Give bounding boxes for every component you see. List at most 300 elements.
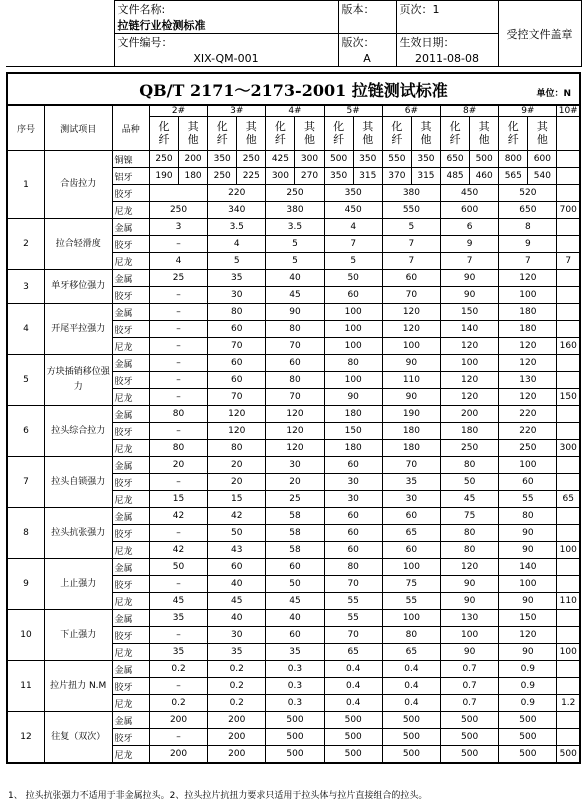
value-cell: 15: [149, 491, 207, 508]
value-cell: 60: [324, 287, 382, 304]
value-cell: [557, 661, 580, 678]
value-cell: 0.9: [499, 678, 557, 695]
value-cell: 350: [353, 151, 382, 168]
value-cell: 42: [149, 508, 207, 525]
value-cell: 7: [557, 253, 580, 270]
value-cell: 180: [324, 406, 382, 423]
row-seq: 9: [7, 559, 44, 610]
value-cell: [557, 627, 580, 644]
value-cell: 100: [382, 338, 440, 355]
variety-cell: 胶牙: [112, 423, 149, 440]
value-cell: 30: [208, 287, 266, 304]
value-cell: 5: [266, 253, 324, 270]
value-cell: –: [149, 474, 207, 491]
value-cell: 130: [499, 372, 557, 389]
value-cell: 90: [441, 270, 499, 287]
value-cell: 60: [382, 270, 440, 287]
value-cell: 30: [208, 627, 266, 644]
value-cell: 7: [441, 253, 499, 270]
size-header: 9#: [499, 105, 557, 117]
variety-cell: 金属: [112, 712, 149, 729]
value-cell: 20: [266, 474, 324, 491]
value-cell: 120: [266, 406, 324, 423]
subheader-chemical-fiber: 化 纤: [266, 117, 295, 151]
value-cell: 220: [208, 185, 266, 202]
value-cell: 60: [382, 542, 440, 559]
subheader-chemical-fiber: 化 纤: [208, 117, 237, 151]
value-cell: 1.2: [557, 695, 580, 712]
unit-label: 单位：N: [536, 89, 571, 99]
value-cell: 0.4: [324, 678, 382, 695]
value-cell: 540: [528, 168, 557, 185]
variety-cell: 尼龙: [112, 542, 149, 559]
value-cell: 60: [324, 542, 382, 559]
value-cell: 200: [208, 712, 266, 729]
value-cell: 500: [441, 712, 499, 729]
value-cell: 200: [441, 406, 499, 423]
value-cell: 35: [149, 644, 207, 661]
value-cell: –: [149, 355, 207, 372]
value-cell: –: [149, 423, 207, 440]
value-cell: 500: [324, 712, 382, 729]
value-cell: 50: [324, 270, 382, 287]
value-cell: 20: [208, 474, 266, 491]
standard-title: QB/T 2171～2173-2001 拉链测试标准: [139, 80, 448, 100]
subheader-chemical-fiber: 化 纤: [324, 117, 353, 151]
value-cell: 180: [499, 304, 557, 321]
row-seq: 1: [7, 151, 44, 219]
value-cell: 7: [382, 236, 440, 253]
value-cell: 50: [266, 576, 324, 593]
value-cell: 50: [149, 559, 207, 576]
variety-cell: 胶牙: [112, 729, 149, 746]
table-row: [7, 151, 580, 168]
value-cell: 45: [149, 593, 207, 610]
variety-cell: 尼龙: [112, 338, 149, 355]
subheader-other: 其 他: [295, 117, 324, 151]
value-cell: 150: [557, 389, 580, 406]
value-cell: 200: [149, 712, 207, 729]
value-cell: [557, 304, 580, 321]
value-cell: 450: [441, 185, 499, 202]
value-cell: 9: [499, 236, 557, 253]
value-cell: 55: [499, 491, 557, 508]
value-cell: [557, 185, 580, 202]
variety-cell: 金属: [112, 270, 149, 287]
value-cell: 58: [266, 542, 324, 559]
value-cell: 50: [208, 525, 266, 542]
value-cell: 300: [557, 440, 580, 457]
value-cell: 70: [208, 389, 266, 406]
controlled-stamp-label: 受控文件盖章: [498, 1, 581, 67]
value-cell: 500: [557, 746, 580, 764]
column-header-variety: 品种: [112, 105, 149, 151]
value-cell: 110: [557, 593, 580, 610]
value-cell: 0.3: [266, 661, 324, 678]
value-cell: 500: [382, 746, 440, 764]
value-cell: 120: [382, 304, 440, 321]
version-label: 版本：: [338, 1, 396, 34]
test-item: 下止强力: [44, 610, 112, 661]
row-seq: 8: [7, 508, 44, 559]
value-cell: 90: [382, 389, 440, 406]
value-cell: 40: [208, 610, 266, 627]
value-cell: 60: [208, 559, 266, 576]
value-cell: 120: [382, 321, 440, 338]
value-cell: 65: [382, 644, 440, 661]
test-item: 单牙移位强力: [44, 270, 112, 304]
value-cell: 80: [149, 406, 207, 423]
value-cell: 120: [499, 627, 557, 644]
value-cell: 90: [499, 525, 557, 542]
value-cell: 300: [295, 151, 324, 168]
value-cell: 55: [324, 593, 382, 610]
value-cell: 65: [557, 491, 580, 508]
value-cell: 500: [324, 729, 382, 746]
variety-cell: 尼龙: [112, 491, 149, 508]
test-item: 开尾平拉强力: [44, 304, 112, 355]
test-item: 拉头自锁强力: [44, 457, 112, 508]
value-cell: 70: [266, 389, 324, 406]
subheader-other: 其 他: [353, 117, 382, 151]
value-cell: 150: [324, 423, 382, 440]
table-row: [7, 355, 580, 372]
value-cell: 30: [324, 474, 382, 491]
value-cell: 120: [441, 372, 499, 389]
value-cell: 565: [499, 168, 528, 185]
value-cell: 55: [382, 593, 440, 610]
value-cell: 70: [324, 576, 382, 593]
test-item: 拉头综合拉力: [44, 406, 112, 457]
size-header: 2#: [149, 105, 207, 117]
value-cell: [557, 406, 580, 423]
value-cell: 60: [208, 321, 266, 338]
value-cell: 60: [266, 559, 324, 576]
row-seq: 2: [7, 219, 44, 270]
value-cell: 120: [499, 338, 557, 355]
column-header-seq: 序号: [7, 105, 44, 151]
subheader-other: 其 他: [179, 117, 208, 151]
value-cell: 200: [149, 746, 207, 764]
effective-date: 2011-08-08: [396, 50, 498, 67]
variety-cell: 金属: [112, 610, 149, 627]
value-cell: 140: [441, 321, 499, 338]
value-cell: 75: [382, 576, 440, 593]
test-standard-table: [6, 72, 581, 764]
value-cell: [557, 678, 580, 695]
value-cell: 500: [499, 746, 557, 764]
table-row: [7, 406, 580, 423]
variety-cell: 胶牙: [112, 287, 149, 304]
subheader-other: 其 他: [528, 117, 557, 151]
value-cell: 70: [208, 338, 266, 355]
value-cell: 550: [382, 151, 411, 168]
size-header: 3#: [208, 105, 266, 117]
value-cell: 190: [382, 406, 440, 423]
variety-cell: 金属: [112, 457, 149, 474]
size-header: 10#: [557, 105, 580, 117]
value-cell: 100: [499, 576, 557, 593]
value-cell: [149, 185, 207, 202]
value-cell: 800: [499, 151, 528, 168]
value-cell: 250: [499, 440, 557, 457]
value-cell: 120: [208, 423, 266, 440]
subheader-chemical-fiber: 化 纤: [441, 117, 470, 151]
variety-cell: 尼龙: [112, 202, 149, 219]
value-cell: 90: [266, 304, 324, 321]
value-cell: 100: [382, 610, 440, 627]
value-cell: 600: [441, 202, 499, 219]
row-seq: 4: [7, 304, 44, 355]
column-header-item: 测试项目: [44, 105, 112, 151]
value-cell: 130: [441, 610, 499, 627]
value-cell: [557, 474, 580, 491]
row-seq: 5: [7, 355, 44, 406]
value-cell: 650: [441, 151, 470, 168]
value-cell: 340: [208, 202, 266, 219]
test-item: 拉头抗张强力: [44, 508, 112, 559]
value-cell: [557, 236, 580, 253]
row-seq: 10: [7, 610, 44, 661]
value-cell: 100: [557, 644, 580, 661]
value-cell: 70: [324, 627, 382, 644]
value-cell: 7: [324, 236, 382, 253]
value-cell: [557, 270, 580, 287]
test-item: 拉合轻滑度: [44, 219, 112, 270]
value-cell: 30: [382, 491, 440, 508]
value-cell: 200: [179, 151, 208, 168]
value-cell: 80: [266, 372, 324, 389]
value-cell: 250: [266, 185, 324, 202]
value-cell: 0.3: [266, 678, 324, 695]
value-cell: 15: [208, 491, 266, 508]
value-cell: 120: [266, 440, 324, 457]
value-cell: 90: [499, 593, 557, 610]
subheader-other: 其 他: [237, 117, 266, 151]
value-cell: 80: [382, 627, 440, 644]
value-cell: 0.4: [382, 661, 440, 678]
value-cell: 7: [382, 253, 440, 270]
value-cell: 5: [208, 253, 266, 270]
value-cell: 500: [266, 729, 324, 746]
value-cell: 250: [208, 168, 237, 185]
value-cell: 370: [382, 168, 411, 185]
value-cell: 25: [266, 491, 324, 508]
subheader-other: 其 他: [470, 117, 499, 151]
value-cell: –: [149, 236, 207, 253]
variety-cell: 金属: [112, 508, 149, 525]
value-cell: [557, 508, 580, 525]
value-cell: 90: [499, 644, 557, 661]
variety-cell: 铝牙: [112, 168, 149, 185]
value-cell: 200: [208, 746, 266, 764]
value-cell: 190: [149, 168, 178, 185]
value-cell: –: [149, 321, 207, 338]
value-cell: 350: [208, 151, 237, 168]
value-cell: 120: [441, 559, 499, 576]
edition-label: 版次：: [338, 34, 396, 51]
row-seq: 3: [7, 270, 44, 304]
value-cell: 100: [382, 559, 440, 576]
variety-cell: 胶牙: [112, 525, 149, 542]
variety-cell: 胶牙: [112, 321, 149, 338]
size-header: 8#: [441, 105, 499, 117]
value-cell: 120: [441, 338, 499, 355]
variety-cell: 胶牙: [112, 185, 149, 202]
subheader-chemical-fiber: 化 纤: [149, 117, 178, 151]
value-cell: 60: [266, 355, 324, 372]
test-item: 上止强力: [44, 559, 112, 610]
value-cell: 4: [208, 236, 266, 253]
variety-cell: 尼龙: [112, 440, 149, 457]
table-row: [7, 559, 580, 576]
variety-cell: 铜镍: [112, 151, 149, 168]
value-cell: 3.5: [208, 219, 266, 236]
value-cell: 0.2: [149, 661, 207, 678]
value-cell: 80: [441, 457, 499, 474]
value-cell: 460: [470, 168, 499, 185]
value-cell: 90: [441, 287, 499, 304]
value-cell: 90: [382, 355, 440, 372]
value-cell: 80: [324, 559, 382, 576]
value-cell: [557, 610, 580, 627]
table-row: [7, 610, 580, 627]
table-row: [7, 661, 580, 678]
value-cell: [557, 287, 580, 304]
value-cell: 100: [441, 627, 499, 644]
value-cell: 485: [441, 168, 470, 185]
value-cell: 20: [149, 457, 207, 474]
value-cell: 100: [557, 542, 580, 559]
value-cell: 90: [441, 576, 499, 593]
value-cell: 0.7: [441, 678, 499, 695]
value-cell: 120: [499, 355, 557, 372]
value-cell: 20: [208, 457, 266, 474]
effective-date-label: 生效日期：: [396, 34, 498, 51]
value-cell: 225: [237, 168, 266, 185]
value-cell: 120: [499, 389, 557, 406]
value-cell: 80: [324, 355, 382, 372]
variety-cell: 胶牙: [112, 236, 149, 253]
variety-cell: 尼龙: [112, 644, 149, 661]
size-header: 6#: [382, 105, 440, 117]
footer-note: 1、 拉头抗张强力不适用于非金属拉头。2、拉头拉片抗扭力要求只适用于拉头体与拉片直接组合的拉头。: [8, 791, 428, 801]
value-cell: –: [149, 287, 207, 304]
page-label: 页次：1: [396, 1, 498, 34]
value-cell: 30: [324, 491, 382, 508]
value-cell: 500: [266, 746, 324, 764]
subheader-chemical-fiber: 化 纤: [499, 117, 528, 151]
value-cell: 100: [324, 304, 382, 321]
row-seq: 7: [7, 457, 44, 508]
value-cell: [557, 457, 580, 474]
value-cell: 80: [441, 525, 499, 542]
size-header: 5#: [324, 105, 382, 117]
value-cell: [557, 712, 580, 729]
value-cell: 60: [499, 474, 557, 491]
variety-cell: 金属: [112, 406, 149, 423]
value-cell: [557, 321, 580, 338]
value-cell: 80: [208, 304, 266, 321]
value-cell: [557, 729, 580, 746]
value-cell: 9: [441, 236, 499, 253]
value-cell: 3.5: [266, 219, 324, 236]
document-header: [6, 0, 582, 67]
value-cell: 500: [470, 151, 499, 168]
value-cell: 80: [149, 440, 207, 457]
value-cell: 40: [266, 270, 324, 287]
value-cell: 45: [266, 287, 324, 304]
value-cell: 425: [266, 151, 295, 168]
value-cell: 65: [382, 525, 440, 542]
value-cell: 120: [266, 423, 324, 440]
table-row: [7, 457, 580, 474]
row-seq: 6: [7, 406, 44, 457]
value-cell: 180: [382, 440, 440, 457]
value-cell: 35: [208, 644, 266, 661]
value-cell: 120: [441, 389, 499, 406]
value-cell: [557, 559, 580, 576]
value-cell: 100: [441, 355, 499, 372]
value-cell: 40: [208, 576, 266, 593]
value-cell: [557, 219, 580, 236]
value-cell: 380: [266, 202, 324, 219]
subheader-chemical-fiber: 化 纤: [382, 117, 411, 151]
variety-cell: 金属: [112, 304, 149, 321]
value-cell: 250: [149, 202, 207, 219]
value-cell: 4: [324, 219, 382, 236]
value-cell: 600: [528, 151, 557, 168]
test-item: 往复（双次）: [44, 712, 112, 764]
value-cell: 550: [382, 202, 440, 219]
table-row: [7, 508, 580, 525]
value-cell: 0.9: [499, 661, 557, 678]
value-cell: 55: [324, 610, 382, 627]
variety-cell: 金属: [112, 355, 149, 372]
value-cell: 90: [324, 389, 382, 406]
value-cell: 42: [149, 542, 207, 559]
value-cell: 500: [266, 712, 324, 729]
value-cell: 300: [266, 168, 295, 185]
value-cell: 75: [441, 508, 499, 525]
value-cell: 220: [499, 423, 557, 440]
value-cell: 0.2: [208, 661, 266, 678]
value-cell: 43: [208, 542, 266, 559]
value-cell: –: [149, 304, 207, 321]
value-cell: 120: [208, 406, 266, 423]
value-cell: 180: [382, 423, 440, 440]
value-cell: 70: [382, 457, 440, 474]
value-cell: 500: [382, 712, 440, 729]
value-cell: 5: [382, 219, 440, 236]
value-cell: 80: [266, 321, 324, 338]
value-cell: –: [149, 338, 207, 355]
value-cell: –: [149, 576, 207, 593]
value-cell: –: [149, 729, 207, 746]
value-cell: 40: [266, 610, 324, 627]
value-cell: 0.7: [441, 661, 499, 678]
value-cell: 520: [499, 185, 557, 202]
value-cell: 150: [441, 304, 499, 321]
variety-cell: 尼龙: [112, 593, 149, 610]
value-cell: 180: [441, 423, 499, 440]
value-cell: 7: [499, 253, 557, 270]
value-cell: 90: [441, 644, 499, 661]
value-cell: 350: [324, 168, 353, 185]
value-cell: 70: [266, 338, 324, 355]
value-cell: 0.7: [441, 695, 499, 712]
variety-cell: 金属: [112, 219, 149, 236]
